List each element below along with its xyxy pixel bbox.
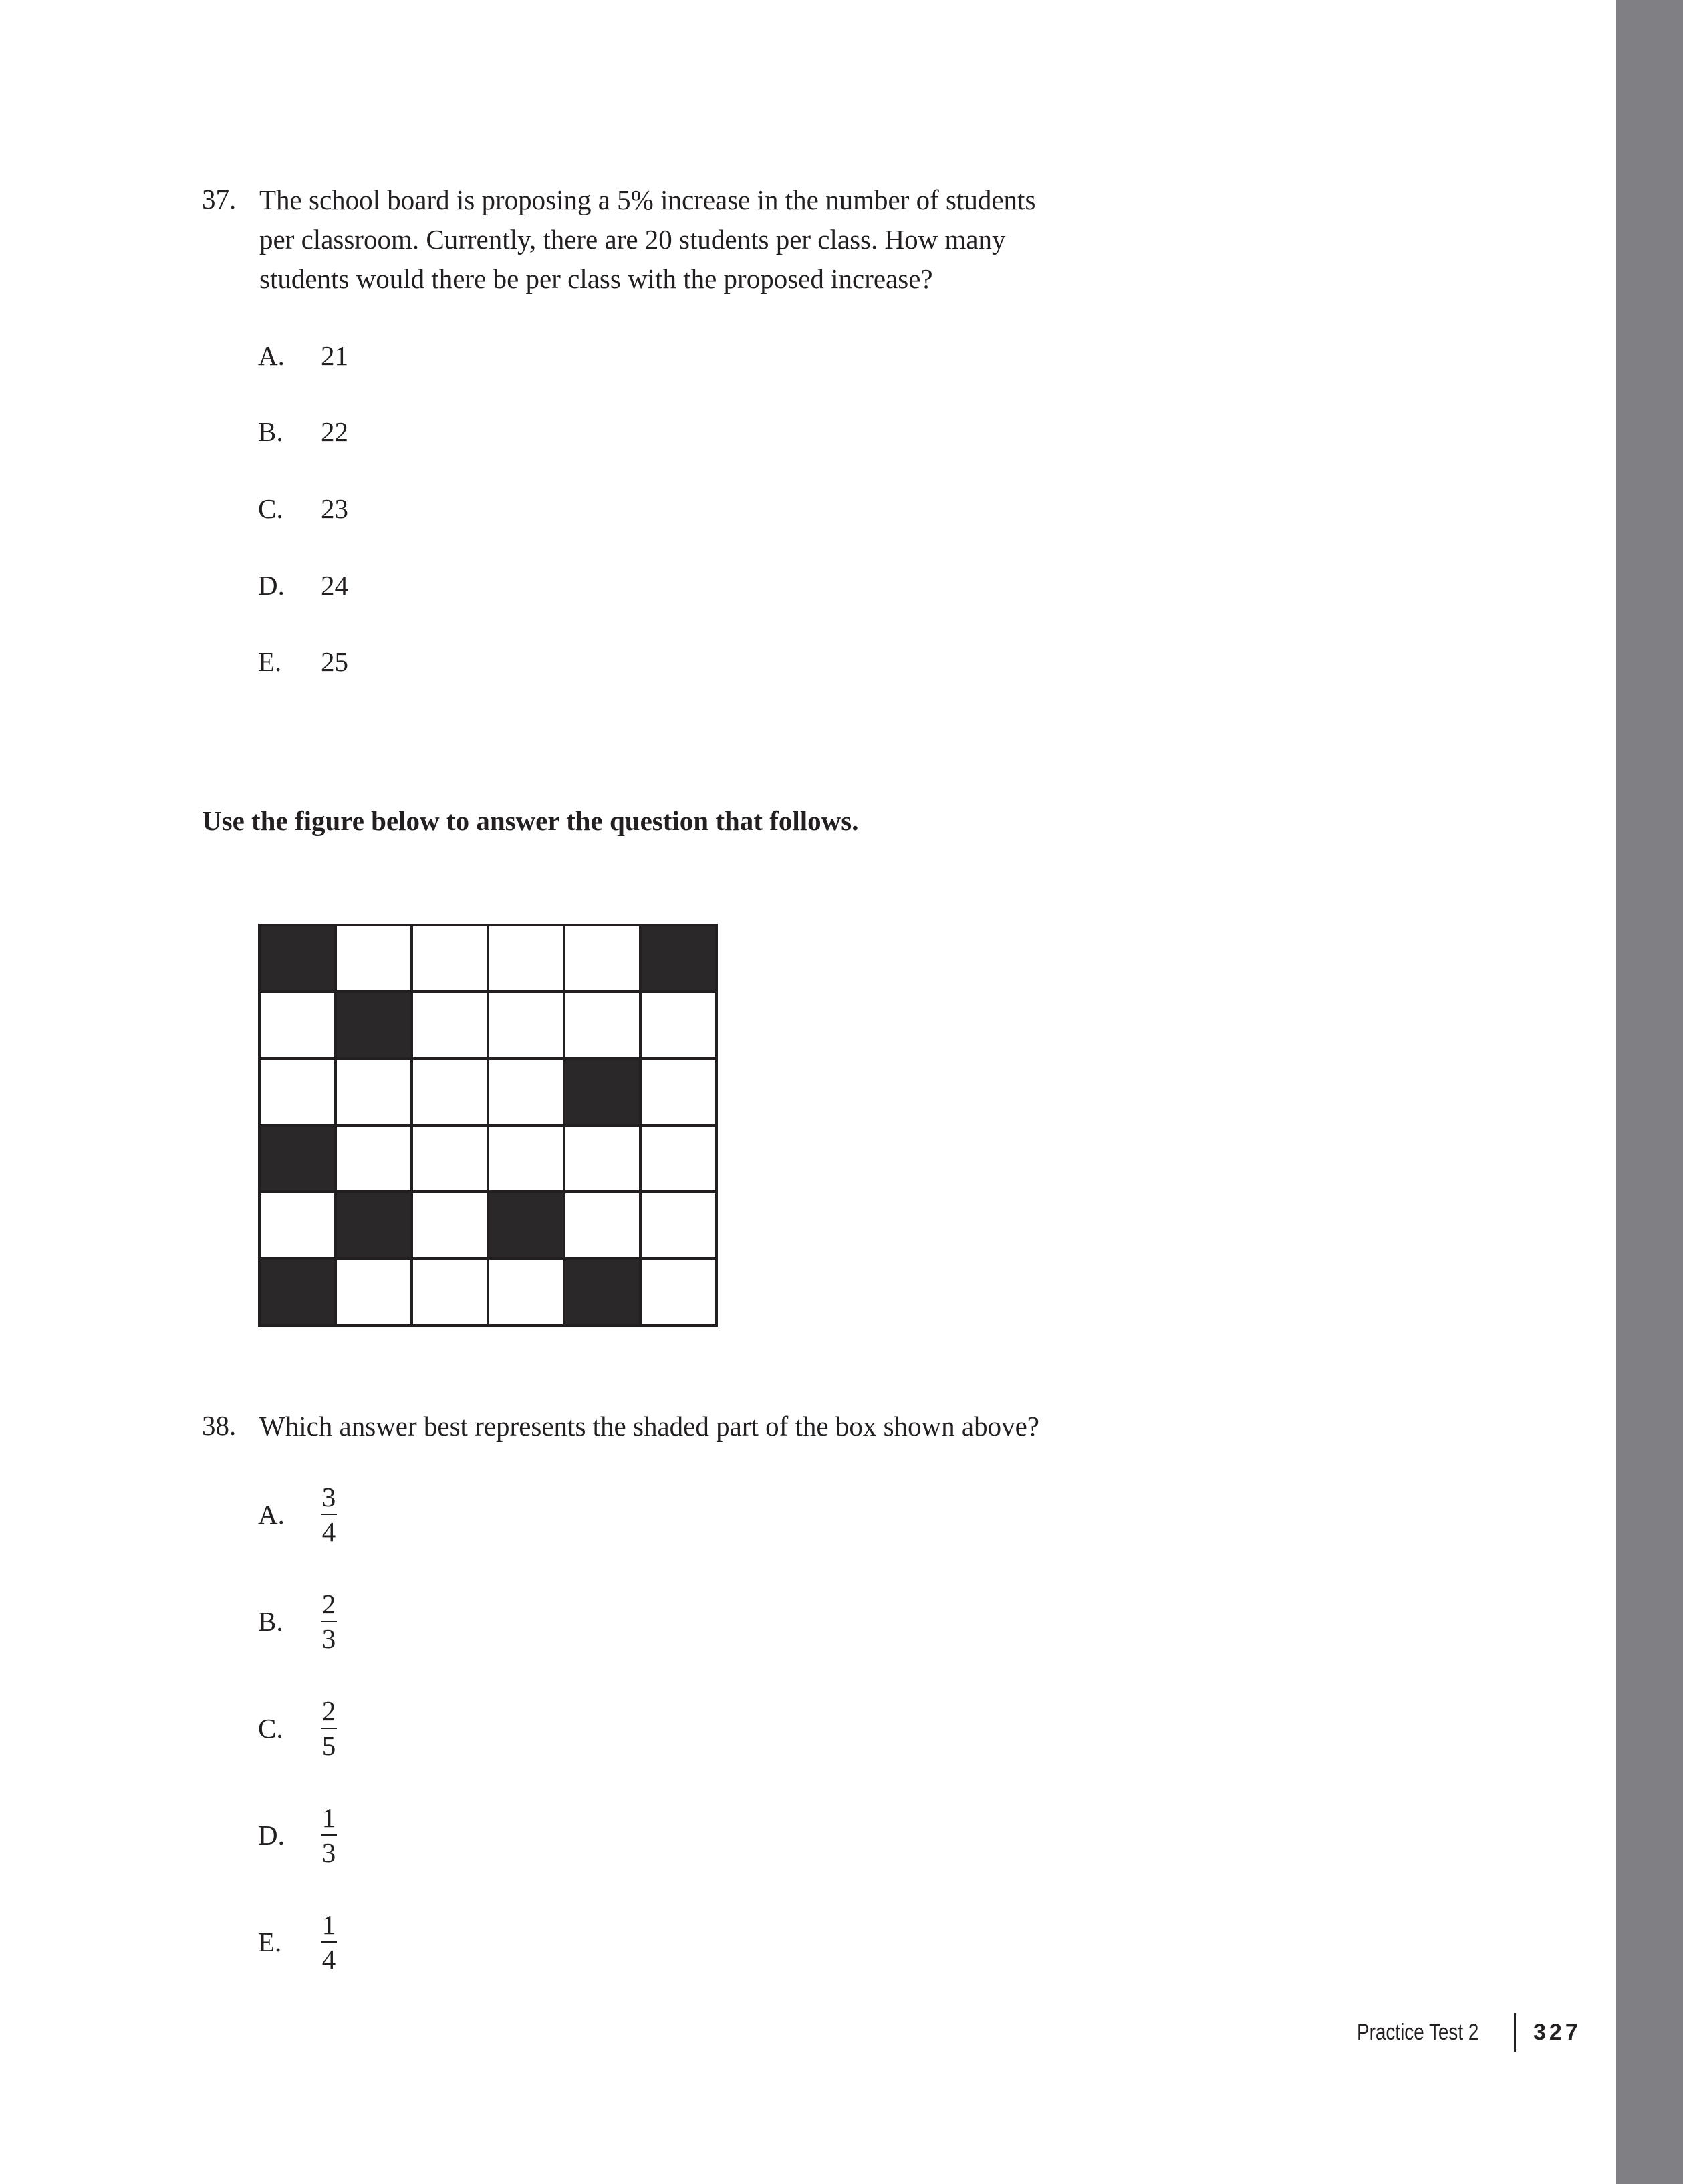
question-37-text <box>259 180 1208 299</box>
choice-value: 25 <box>321 646 348 677</box>
fraction-bar <box>321 1834 337 1836</box>
grid-cell-shaded <box>565 1260 639 1324</box>
grid-cell-empty <box>261 993 334 1057</box>
choice-fraction <box>321 1589 337 1653</box>
fraction-denominator: 3 <box>321 1623 336 1654</box>
question-37-line: students would there be per class with the proposed increase? <box>259 263 933 294</box>
q38-choice-d[interactable] <box>258 1803 337 1867</box>
fraction-numerator: 2 <box>321 1589 336 1619</box>
grid-cell-empty <box>261 1193 334 1257</box>
choice-fraction <box>321 1696 337 1760</box>
choice-letter: B. <box>258 416 283 447</box>
choice-fraction <box>321 1910 337 1974</box>
choice-fraction <box>321 1482 337 1546</box>
grid-cell-empty <box>337 1060 410 1124</box>
grid-cell-empty <box>337 1127 410 1191</box>
fraction-denominator: 5 <box>321 1730 336 1761</box>
grid-cell-shaded <box>489 1193 563 1257</box>
choice-value: 24 <box>321 570 348 601</box>
grid-cell-empty <box>413 1260 487 1324</box>
grid-cell-empty <box>337 926 410 990</box>
q37-choice-b[interactable] <box>258 416 348 448</box>
grid-cell-empty <box>489 926 563 990</box>
grid-cell-empty <box>337 1260 410 1324</box>
q37-choice-c[interactable] <box>258 493 348 525</box>
grid-cell-empty <box>261 1060 334 1124</box>
grid-cell-shaded <box>337 993 410 1057</box>
q37-choice-d[interactable] <box>258 569 348 601</box>
fraction-bar <box>321 1941 337 1943</box>
grid-cell-empty <box>642 993 715 1057</box>
choice-value: 21 <box>321 340 348 371</box>
fraction-numerator: 2 <box>321 1695 336 1726</box>
fraction-numerator: 1 <box>321 1802 336 1833</box>
grid-cell-empty <box>565 993 639 1057</box>
grid-cell-empty <box>565 926 639 990</box>
footer-divider <box>1514 2013 1516 2052</box>
choice-letter: A. <box>258 1499 285 1530</box>
question-38-text: Which answer best represents the shaded part of the box shown above? <box>259 1411 1039 1442</box>
choice-letter: D. <box>258 570 285 601</box>
grid-cell-empty <box>642 1260 715 1324</box>
shaded-grid-figure <box>258 924 718 1327</box>
choice-value: 23 <box>321 493 348 524</box>
fraction-denominator: 4 <box>321 1516 336 1547</box>
q38-choice-c[interactable] <box>258 1696 337 1760</box>
page-footer <box>1357 2013 1581 2052</box>
grid-cell-shaded <box>261 926 334 990</box>
grid-cell-empty <box>489 1260 563 1324</box>
grid-cell-empty <box>565 1193 639 1257</box>
q37-choice-a[interactable] <box>258 339 348 372</box>
figure-instruction: Use the figure below to answer the question that follows. <box>202 805 859 836</box>
grid-cell-shaded <box>565 1060 639 1124</box>
choice-letter: A. <box>258 340 285 371</box>
grid-cell-empty <box>642 1127 715 1191</box>
grid-cell-empty <box>565 1127 639 1191</box>
fraction-numerator: 1 <box>321 1909 336 1940</box>
question-38-number: 38. <box>202 1410 237 1441</box>
grid-cell-shaded <box>261 1260 334 1324</box>
grid-cell-empty <box>413 926 487 990</box>
q38-choice-a[interactable] <box>258 1482 337 1546</box>
grid-cell-empty <box>642 1193 715 1257</box>
choice-value: 22 <box>321 416 348 447</box>
question-37-line: per classroom. Currently, there are 20 students per class. How many <box>259 224 1006 255</box>
fraction-denominator: 4 <box>321 1944 336 1975</box>
grid-cell-shaded <box>642 926 715 990</box>
fraction-numerator: 3 <box>321 1482 336 1512</box>
footer-title: Practice Test 2 <box>1357 2019 1479 2045</box>
grid-cell-empty <box>413 1193 487 1257</box>
choice-letter: E. <box>258 1927 282 1957</box>
q37-choice-e[interactable] <box>258 646 348 678</box>
grid-cell-empty <box>413 993 487 1057</box>
grid-cell-shaded <box>261 1127 334 1191</box>
grid-cell-empty <box>489 993 563 1057</box>
question-37-number: 37. <box>202 184 237 215</box>
q38-choice-b[interactable] <box>258 1589 337 1653</box>
grid-cell-empty <box>489 1127 563 1191</box>
choice-letter: C. <box>258 493 283 524</box>
choice-letter: B. <box>258 1606 283 1637</box>
choice-letter: E. <box>258 646 282 677</box>
grid-cell-shaded <box>337 1193 410 1257</box>
grid-cell-empty <box>642 1060 715 1124</box>
grid-cell-empty <box>489 1060 563 1124</box>
fraction-bar <box>321 1621 337 1622</box>
page-edge-tab <box>1616 0 1683 2184</box>
page-number: 327 <box>1533 2019 1581 2045</box>
fraction-denominator: 3 <box>321 1837 336 1868</box>
grid-cell-empty <box>413 1060 487 1124</box>
choice-letter: C. <box>258 1713 283 1744</box>
q38-choice-e[interactable] <box>258 1910 337 1974</box>
grid-cell-empty <box>413 1127 487 1191</box>
fraction-bar <box>321 1514 337 1515</box>
question-37-line: The school board is proposing a 5% increase in the number of students <box>259 184 1036 215</box>
fraction-bar <box>321 1728 337 1729</box>
choice-letter: D. <box>258 1820 285 1851</box>
choice-fraction <box>321 1803 337 1867</box>
